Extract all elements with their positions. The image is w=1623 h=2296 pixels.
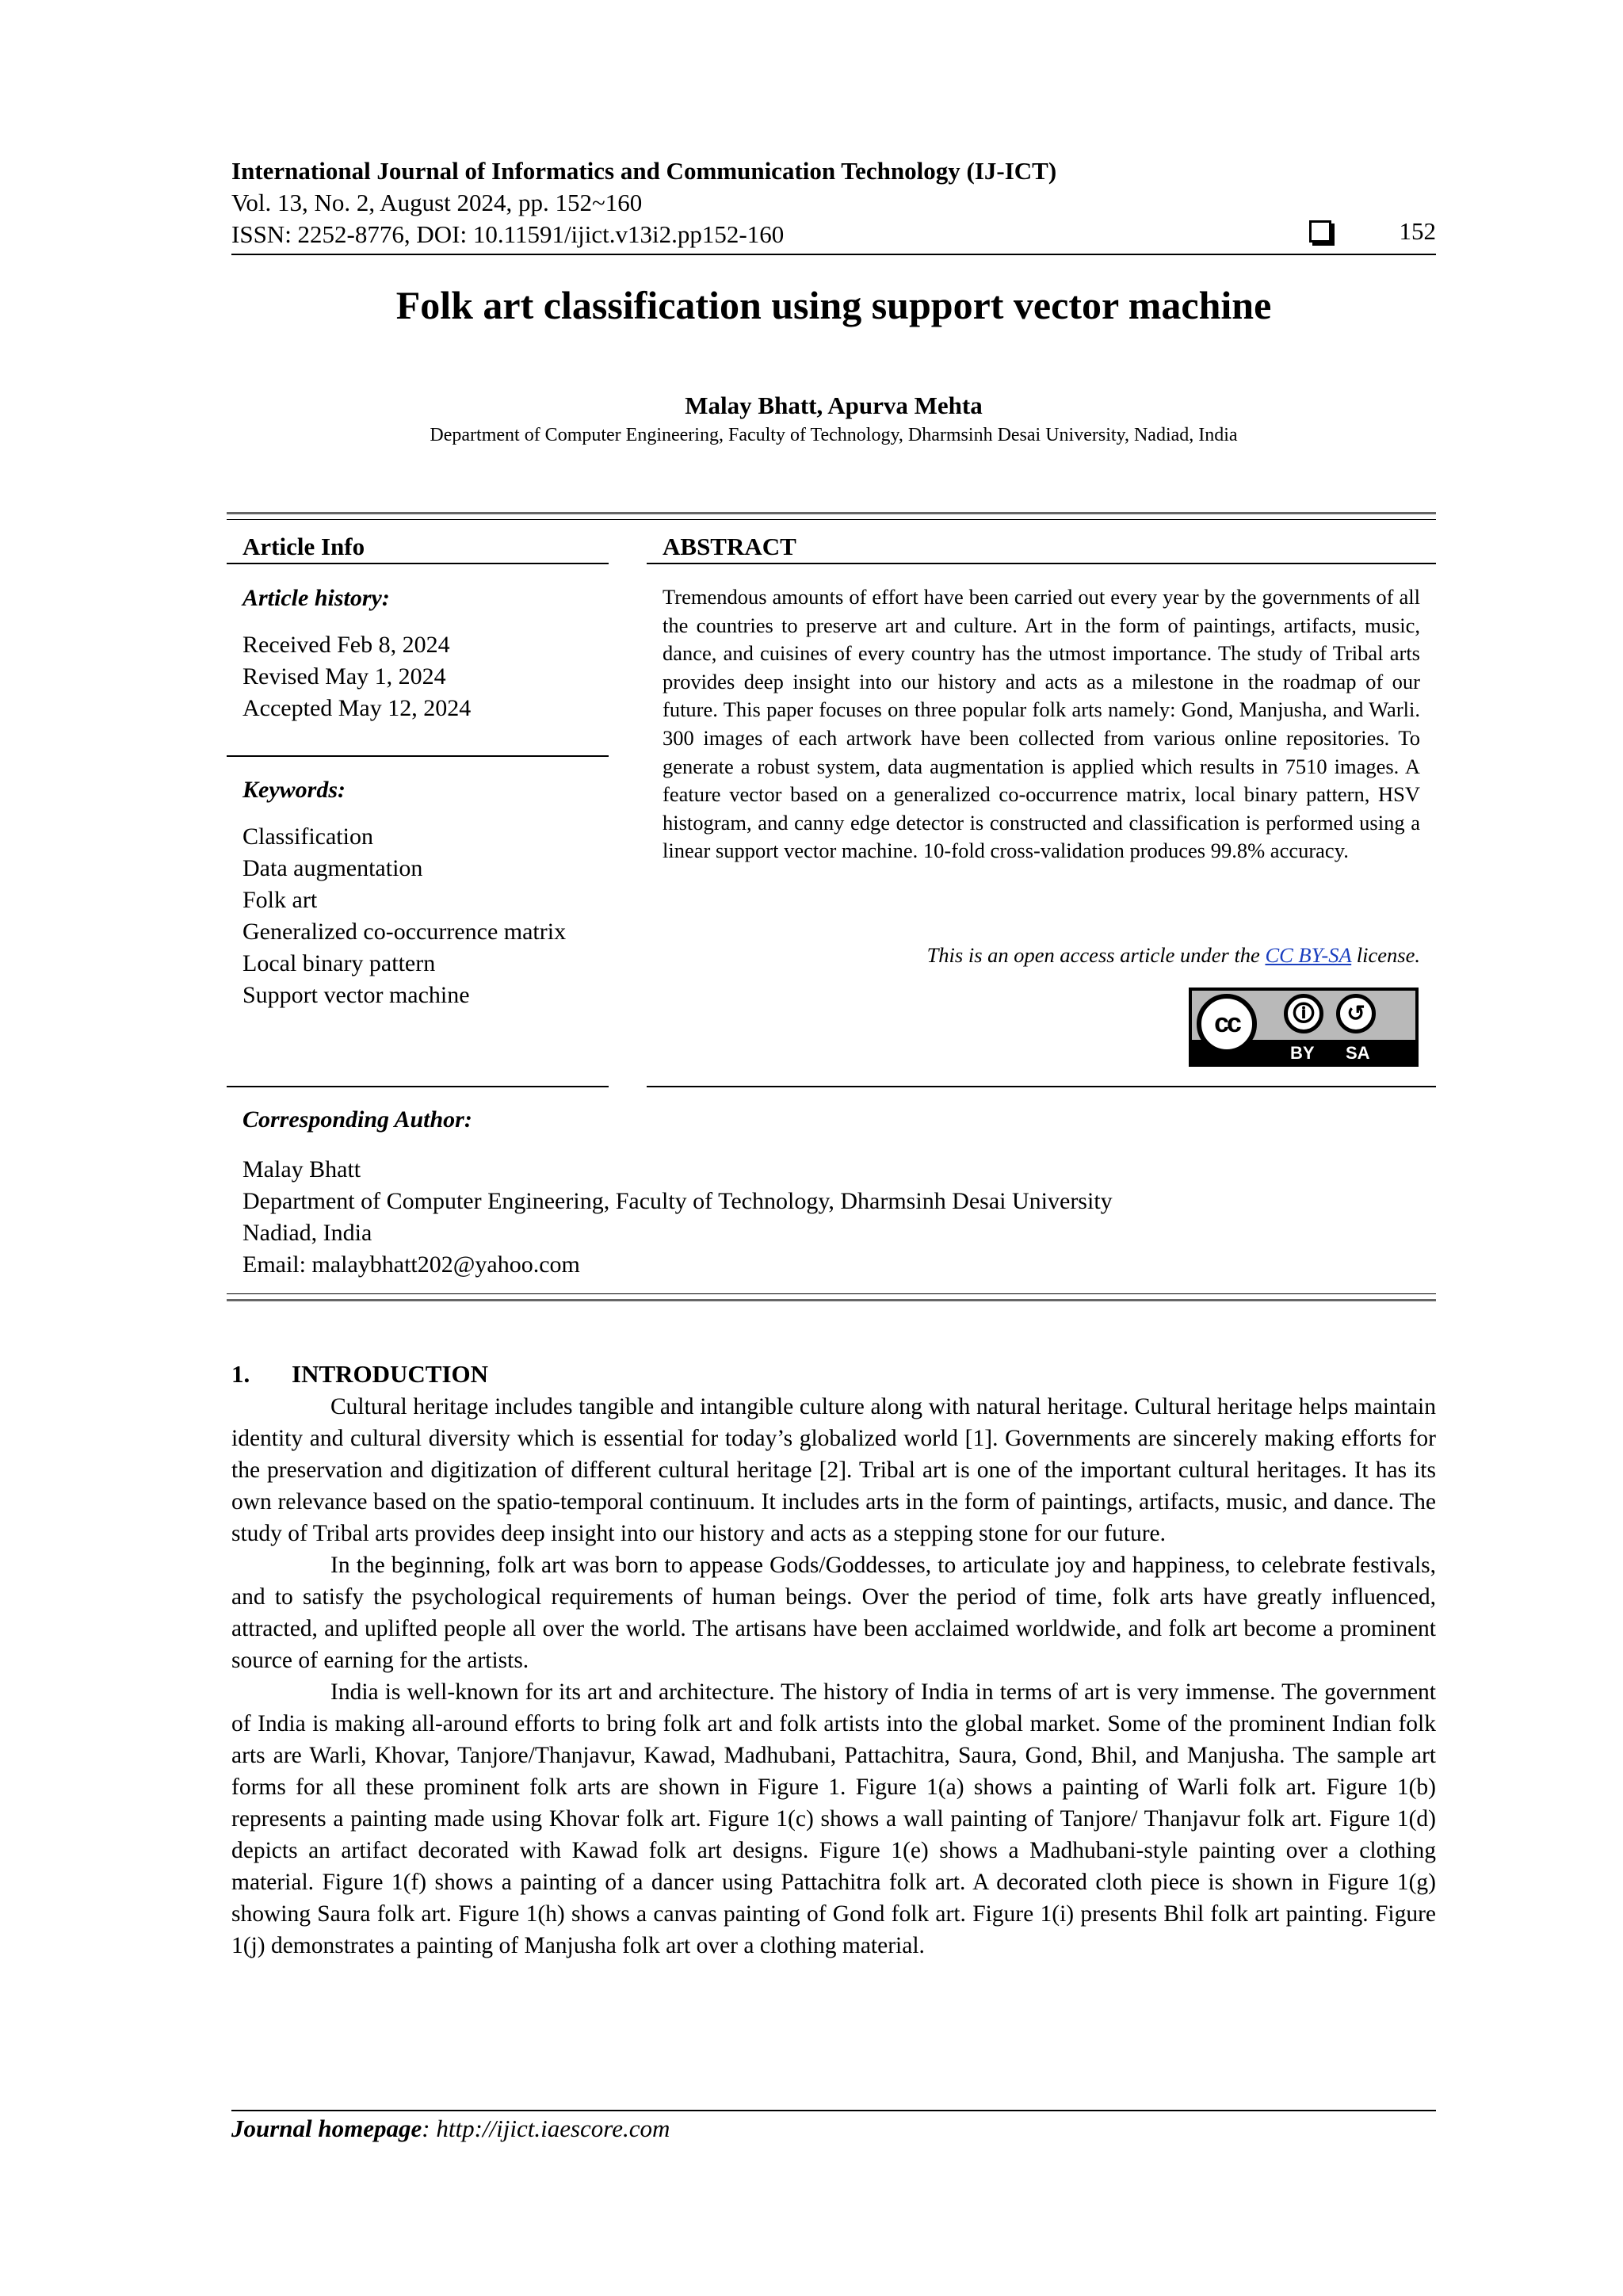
- keyword: Generalized co-occurrence matrix: [242, 919, 567, 945]
- article-history: [242, 629, 471, 724]
- section-title: INTRODUCTION: [292, 1360, 489, 1388]
- share-alike-icon: ↺: [1336, 994, 1376, 1033]
- box-icon: [1309, 220, 1331, 243]
- divider: [227, 1086, 609, 1087]
- paragraph: Cultural heritage includes tangible and intangible culture along with natural heritage. Cultural heritage helps maintain identity and cultural diversity which is essential for today’s globalized world [1]. Governments are sincerely making efforts for the preservation and digitization of different cultural heritage [2]. Tribal art is one of the important cultural heritages. It has its own relevance based on the spatio-temporal continuum. It includes arts in the form of paintings, artifacts, music, and dance. The study of Tribal arts provides deep insight into our history and acts as a stepping stone for our future.: [231, 1394, 1436, 1546]
- paragraph: In the beginning, folk art was born to appease Gods/Goddesses, to articulate joy and happiness, to celebrate festivals, and to satisfy the psychological requirements of human beings. Over the period of time, folk arts have greatly influenced, attracted, and uplifted people all over the world. The artisans have been acclaimed worldwide, and folk art become a prominent source of earning for the artists.: [231, 1553, 1436, 1673]
- section-body: [231, 1391, 1436, 1962]
- received-date: Received Feb 8, 2024: [242, 632, 450, 658]
- keyword: Data augmentation: [242, 855, 423, 881]
- author-dept: Department of Computer Engineering, Faculty of Technology, Dharmsinh Desai University: [242, 1188, 1113, 1214]
- divider: [647, 1086, 1436, 1087]
- author-city: Nadiad, India: [242, 1220, 372, 1246]
- history-heading: Article history:: [242, 585, 390, 611]
- issn-doi: ISSN: 2252-8776, DOI: 10.11591/ijict.v13i2.pp152-160: [231, 220, 785, 248]
- author-name: Malay Bhatt: [242, 1156, 361, 1182]
- info-box-bottom-rule: [227, 1293, 1436, 1301]
- divider: [647, 563, 1436, 564]
- oa-suffix: license.: [1351, 943, 1420, 967]
- abstract-heading: ABSTRACT: [663, 533, 796, 560]
- attribution-icon: 🛈: [1284, 994, 1323, 1033]
- keywords-list: [242, 821, 591, 1011]
- keywords-heading: Keywords:: [242, 777, 346, 803]
- divider: [227, 755, 609, 757]
- paper-title: Folk art classification using support vector machine: [395, 283, 1272, 327]
- section-heading: [231, 1360, 488, 1389]
- keyword: Support vector machine: [242, 982, 470, 1008]
- accepted-date: Accepted May 12, 2024: [242, 695, 472, 721]
- header-rule: [231, 254, 1436, 255]
- running-header: [231, 155, 1436, 250]
- authors: Malay Bhatt, Apurva Mehta: [685, 392, 983, 419]
- keyword: Folk art: [242, 887, 318, 913]
- keyword: Local binary pattern: [242, 950, 436, 976]
- revised-date: Revised May 1, 2024: [242, 663, 446, 690]
- oa-prefix: This is an open access article under the: [926, 943, 1266, 967]
- homepage-url[interactable]: : http://ijict.iaescore.com: [422, 2115, 670, 2142]
- license-link[interactable]: CC BY-SA: [1265, 943, 1352, 967]
- abstract-text: Tremendous amounts of effort have been carried out every year by the governments of all the countries to preserve art and culture. Art in the form of paintings, artifacts, music, dance, and cuisines of every country has the utmost importance. The study of Tribal arts provides deep insight into our history and acts as a milestone in the roadmap of our future. This paper focuses on three popular folk arts namely: Gond, Manjusha, and Warli. 300 images of each artwork have been collected from various online repositories. To generate a robust system, data augmentation is applied which results in 7510 images. A feature vector based on a generalized co-occurrence matrix, local binary pattern, HSV histogram, and canny edge detector is constructed and classification is performed using a linear support vector machine. 10-fold cross-validation produces 99.8% accuracy.: [663, 585, 1420, 863]
- section-number: 1.: [231, 1360, 250, 1388]
- sa-label: SA: [1346, 1043, 1370, 1063]
- by-label: BY: [1290, 1043, 1315, 1063]
- corresponding-author: [242, 1154, 1113, 1281]
- corresponding-heading: Corresponding Author:: [242, 1106, 472, 1133]
- article-info-heading: Article Info: [242, 533, 365, 560]
- page-number: 152: [1399, 217, 1436, 245]
- info-box-top-rule: [227, 512, 1436, 520]
- journal-name: International Journal of Informatics and Communication Technology (IJ-ICT): [231, 157, 1057, 185]
- homepage-label: Journal homepage: [231, 2115, 422, 2142]
- affiliation: Department of Computer Engineering, Faculty of Technology, Dharmsinh Desai University, Nadiad, India: [430, 425, 1238, 445]
- keyword: Classification: [242, 823, 373, 850]
- cc-icon: cc: [1197, 994, 1257, 1054]
- volume-info: Vol. 13, No. 2, August 2024, pp. 152~160: [231, 189, 643, 216]
- cc-by-sa-badge[interactable]: [1189, 988, 1419, 1067]
- journal-homepage: [231, 2115, 670, 2143]
- paragraph: India is well-known for its art and architecture. The history of India in terms of art is very immense. The government of India is making all-around efforts to bring folk art and folk artists into the global market. Some of the prominent Indian folk arts are Warli, Khovar, Tanjore/Thanjavur, Kawad, Madhubani, Pattachitra, Saura, Gond, Bhil, and Manjusha. The sample art forms for all these prominent folk arts are shown in Figure 1. Figure 1(a) shows a painting of Warli folk art. Figure 1(b) represents a painting made using Khovar folk art. Figure 1(c) shows a wall painting of Tanjore/ Thanjavur folk art. Figure 1(d) depicts an artifact decorated with Kawad folk art designs. Figure 1(e) shows a Madhubani-style painting over a clothing material. Figure 1(f) shows a painting of a dancer using Pattachitra folk art. A decorated cloth piece is shown in Figure 1(g) showing Saura folk art. Figure 1(h) shows a canvas painting of Gond folk art. Figure 1(i) presents Bhil folk art painting. Figure 1(j) demonstrates a painting of Manjusha folk art over a clothing material.: [231, 1679, 1436, 1958]
- divider: [227, 563, 609, 564]
- footer-rule: [231, 2110, 1436, 2111]
- author-email[interactable]: Email: malaybhatt202@yahoo.com: [242, 1251, 580, 1278]
- open-access-notice: [663, 943, 1420, 968]
